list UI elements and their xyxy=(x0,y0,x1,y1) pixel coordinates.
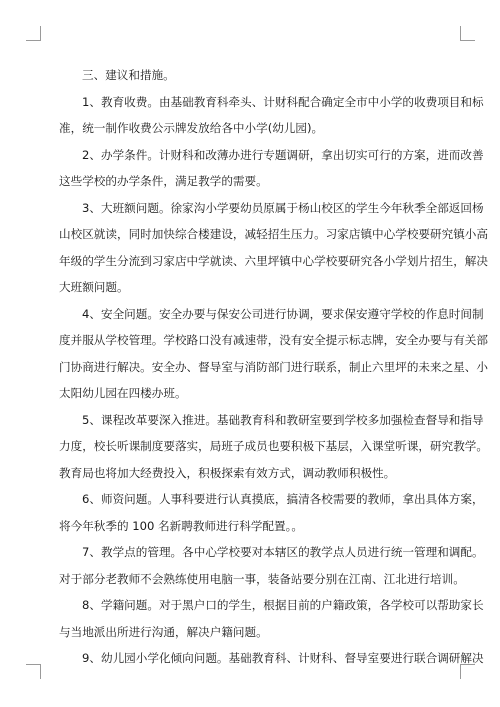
text-line: 山校区就读，同时加快综合楼建设，减轻招生压力。习家店镇中心学校要研究镇小高 xyxy=(59,227,488,241)
text-line: 教育局也将加大经费投入，积极探索有效方式，调动教师积极性。 xyxy=(59,465,396,480)
crop-mark-bottom-left xyxy=(26,664,41,679)
text-line: 这些学校的办学条件，满足教学的需要。 xyxy=(59,174,268,188)
text-line: 1、教育收费。由基础教育科牵头、计财科配合确定全市中小学的收费项目和标 xyxy=(82,94,484,109)
text-line: 8、学籍问题。对于黑户口的学生，根据目前的户籍政策，各学校可以帮助家长 xyxy=(82,598,484,612)
text-line: 4、安全问题。安全办要与保安公司进行协调，要求保安遵守学校的作息时间制 xyxy=(82,306,484,321)
crop-mark-top-right xyxy=(460,26,475,41)
crop-mark-top-left xyxy=(26,26,41,41)
document-body xyxy=(59,62,488,672)
text-line: 度并服从学校管理。学校路口没有减速带，没有安全提示标志牌，安全办要与有关部 xyxy=(59,333,488,347)
text-line: 将今年秋季的 100 名新聘教师进行科学配置。。 xyxy=(59,518,303,533)
text-line: 年级的学生分流到习家店中学就读、六里坪镇中心学校要研究各小学划片招生，解决 xyxy=(59,253,488,268)
text-line: 7、教学点的管理。各中心学校要对本辖区的教学点人员进行统一管理和调配。 xyxy=(82,545,484,559)
text-line: 太阳幼儿园在四楼办班。 xyxy=(59,386,187,400)
text-line: 2、办学条件。计财科和改薄办进行专题调研，拿出切实可行的方案，进而改善 xyxy=(82,147,484,162)
text-line: 准，统一制作收费公示牌发放给各中小学(幼儿园)。 xyxy=(59,121,324,135)
text-line: 三、建议和措施。 xyxy=(82,68,175,82)
text-line: 9、幼儿园小学化倾向问题。基础教育科、计财科、督导室要进行联合调研解决 xyxy=(82,651,484,665)
text-line: 5、课程改革要深入推进。基础教育科和教研室要到学校多加强检查督导和指导 xyxy=(82,412,484,427)
text-line: 力度，校长听课制度要落实，局班子成员也要积极下基层，入课堂听课，研究教学。 xyxy=(59,439,488,453)
text-line: 与当地派出所进行沟通，解决户籍问题。 xyxy=(59,624,268,639)
text-line: 3、大班额问题。徐家沟小学要幼员原属于杨山校区的学生今年秋季全部返回杨 xyxy=(82,200,484,215)
text-line: 6、师资问题。人事科要进行认真摸底，搞清各校需要的教师，拿出具体方案， xyxy=(82,492,484,506)
text-line: 对于部分老教师不会熟练使用电脑一事，装备站要分别在江南、江北进行培训。 xyxy=(59,571,465,586)
text-line: 大班额问题。 xyxy=(59,280,129,294)
text-line: 门协商进行解决。安全办、督导室与消防部门进行联系，制止六里坪的未来之星、小 xyxy=(59,359,488,374)
